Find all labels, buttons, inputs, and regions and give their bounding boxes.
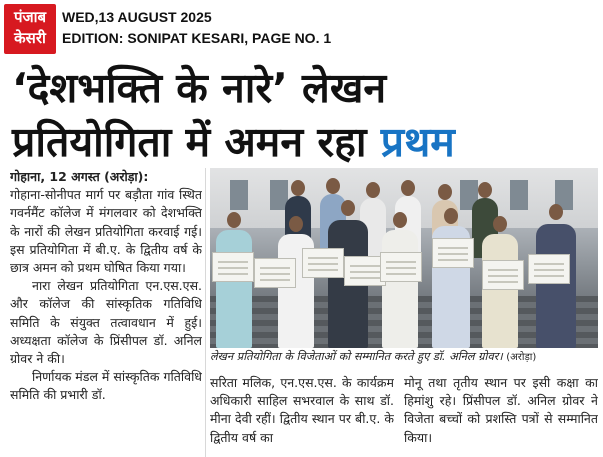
logo-line-1: पंजाब (13, 8, 47, 26)
article-paragraph-4: सरिता मलिक, एन.एस.एस. के कार्यक्रम अधिकारी साहिल सभरवाल के साथ डॉ. मीना देवी रहीं। द्वितीय स्थान पर बी.ए. के द्वितीय वर्ष का (210, 375, 394, 445)
newspaper-logo (4, 4, 56, 54)
column-divider (205, 168, 206, 457)
article-column-right (404, 374, 598, 457)
headline-line-1: ‘देशभक्ति के नारे’ लेखन (12, 64, 387, 112)
article-column-middle (210, 374, 394, 457)
dateline: गोहाना, 12 अगस्त (अरोड़ा): (10, 169, 149, 184)
student-6 (482, 234, 518, 348)
article-paragraph-5: मोनू तथा तृतीय स्थान पर इसी कक्षा का हिमांशु रहे। प्रिंसीपल डॉ. अनिल ग्रोवर ने विजेता बच्चों को प्रशस्ति पत्रों से सम्मानित किया। (404, 375, 598, 445)
certificate (380, 252, 422, 282)
article-paragraph-2: नारा लेखन प्रतियोगिता एन.एस.एस. और कॉलेज की सांस्कृतिक गतिविधि समिति के संयुक्त तत्वावधान में हुई। अध्यक्षता कॉलेज के प्रिंसीपल डॉ. अनिल ग्रोवर ने की। (10, 278, 202, 367)
certificate (302, 248, 344, 278)
student-7 (536, 224, 576, 348)
caption-text: लेखन प्रतियोगिता के विजेताओं को सम्मानित करते हुए डॉ. अनिल ग्रोवर। (210, 350, 507, 363)
certificate (528, 254, 570, 284)
publication-date: WED,13 AUGUST 2025 (62, 9, 212, 25)
article-paragraph-3: निर्णायक मंडल में सांस्कृतिक गतिविधि समिति की प्रभारी डॉ. (10, 369, 202, 403)
masthead (0, 0, 603, 58)
photo-credit: (अरोड़ा) (506, 352, 537, 363)
headline-line-2 (12, 116, 592, 168)
student-4 (382, 230, 418, 348)
headline-accent: प्रथम (380, 118, 455, 166)
certificate (482, 260, 524, 290)
article-paragraph-1: गोहाना-सोनीपत मार्ग पर बड़ौता गांव स्थित गवर्नमैंट कॉलेज में मंगलवार को देशभक्ति के नारों की लेखन प्रतियोगिता करवाई गई। इस प्रतियोगिता में बी.ए. के द्वितीय वर्ष के छात्र अमन को प्रथम घोषित किया गया। (10, 187, 202, 276)
certificate (432, 238, 474, 268)
student-1 (216, 230, 252, 348)
certificate (254, 258, 296, 288)
article-column-left (10, 168, 202, 457)
news-photo (210, 168, 598, 348)
edition-info: EDITION: SONIPAT KESARI, PAGE NO. 1 (62, 30, 332, 46)
certificate (212, 252, 254, 282)
headline-main: प्रतियोगिता में अमन रहा (12, 118, 381, 166)
photo-caption (210, 349, 598, 366)
logo-line-2: केसरी (14, 29, 46, 47)
